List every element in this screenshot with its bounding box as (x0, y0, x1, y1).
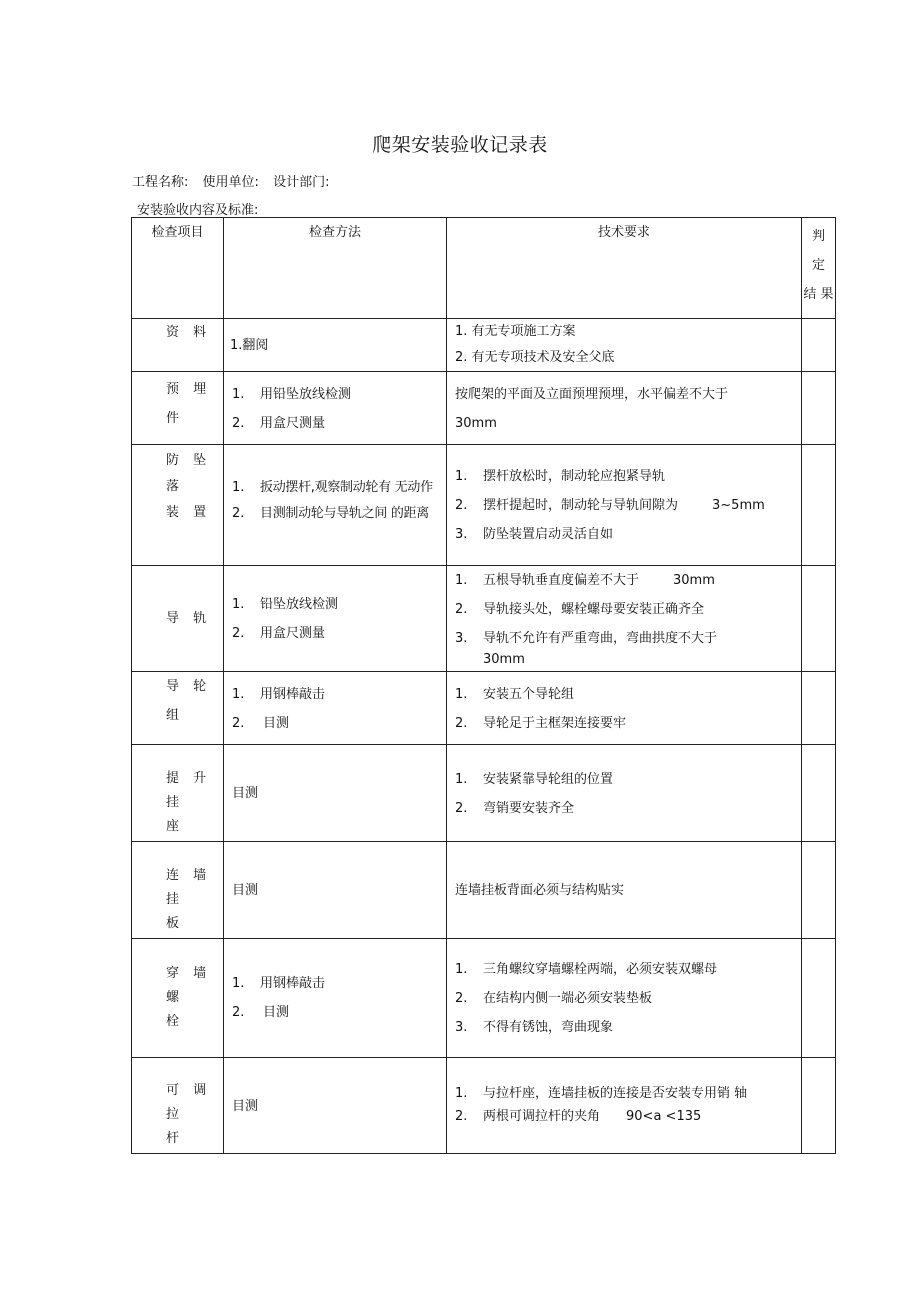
row-item: 导 轨 (132, 566, 224, 672)
row-requirement: 1. 与拉杆座，连墙挂板的连接是否安装专用销 轴 2. 两根可调拉杆的夹角 90<a <135 (447, 1058, 802, 1154)
row-item: 穿 墙 螺 栓 (132, 939, 224, 1058)
row-result[interactable] (802, 319, 836, 372)
subtitle: 安装验收内容及标准: (137, 203, 259, 218)
row-method: 目测 (224, 1058, 447, 1154)
table-row (132, 566, 836, 672)
row-result[interactable] (802, 842, 836, 939)
user-unit-label: 使用单位: (202, 175, 259, 190)
row-item: 预 埋 件 (132, 372, 224, 445)
table-row (132, 672, 836, 745)
table-row (132, 372, 836, 445)
row-method: 1. 用铅坠放线检测 2. 用盒尺测量 (224, 372, 447, 445)
page-title: 爬架安装验收记录表 (372, 134, 548, 156)
row-requirement: 1. 三角螺纹穿墙螺栓两端，必须安装双螺母 2. 在结构内侧一端必须安装垫板 3. 不得有锈蚀，弯曲现象 (447, 939, 802, 1058)
row-item: 防 坠 落 装 置 (132, 445, 224, 566)
row-requirement: 按爬架的平面及立面预埋预埋，水平偏差不大于 30mm (447, 372, 802, 445)
inspection-table (131, 217, 836, 1154)
project-name-label: 工程名称: (132, 175, 189, 190)
row-requirement: 1. 摆杆放松时，制动轮应抱紧导轨 2. 摆杆提起时，制动轮与导轨间隙为 3~5mm 3. 防坠装置启动灵活自如 (447, 445, 802, 566)
meta-line (132, 171, 339, 190)
row-requirement: 1. 安装五个导轮组 2. 导轮足于主框架连接要牢 (447, 672, 802, 745)
row-method: 目测 (224, 745, 447, 842)
row-result[interactable] (802, 445, 836, 566)
row-requirement: 1. 安装紧靠导轮组的位置 2. 弯销要安装齐全 (447, 745, 802, 842)
table-row (132, 745, 836, 842)
row-method: 1. 用钢棒敲击 2. 目测 (224, 672, 447, 745)
row-item: 可 调 拉 杆 (132, 1058, 224, 1154)
row-requirement: 连墙挂板背面必须与结构贴实 (447, 842, 802, 939)
row-item: 资 料 (132, 319, 224, 372)
row-result[interactable] (802, 566, 836, 672)
row-result[interactable] (802, 745, 836, 842)
row-item: 导 轮 组 (132, 672, 224, 745)
table-row (132, 842, 836, 939)
header-result: 判 定 结 果 (802, 218, 836, 319)
row-method: 1. 扳动摆杆,观察制动轮有 无动作 2. 目测制动轮与导轨之间 的距离 (224, 445, 447, 566)
row-result[interactable] (802, 672, 836, 745)
table-row (132, 445, 836, 566)
design-dept-label: 设计部门: (273, 175, 330, 190)
header-item: 检查项目 (132, 218, 224, 319)
row-result[interactable] (802, 1058, 836, 1154)
row-item: 提 升 挂 座 (132, 745, 224, 842)
table-row (132, 939, 836, 1058)
table-row (132, 1058, 836, 1154)
row-method: 1.翻阅 (224, 319, 447, 372)
row-requirement: 1. 五根导轨垂直度偏差不大于 30mm 2. 导轨接头处，螺栓螺母要安装正确齐全 3. 导轨不允许有严重弯曲，弯曲拱度不大于 30mm (447, 566, 802, 672)
row-requirement: 1. 有无专项施工方案 2. 有无专项技术及安全父底 (447, 319, 802, 372)
row-result[interactable] (802, 372, 836, 445)
row-result[interactable] (802, 939, 836, 1058)
table-row (132, 319, 836, 372)
table-header-row (132, 218, 836, 319)
row-method: 1. 用钢棒敲击 2. 目测 (224, 939, 447, 1058)
header-requirement: 技术要求 (447, 218, 802, 319)
row-method: 目测 (224, 842, 447, 939)
row-method: 1. 铅坠放线检测 2. 用盒尺测量 (224, 566, 447, 672)
header-method: 检查方法 (224, 218, 447, 319)
row-item: 连 墙 挂 板 (132, 842, 224, 939)
